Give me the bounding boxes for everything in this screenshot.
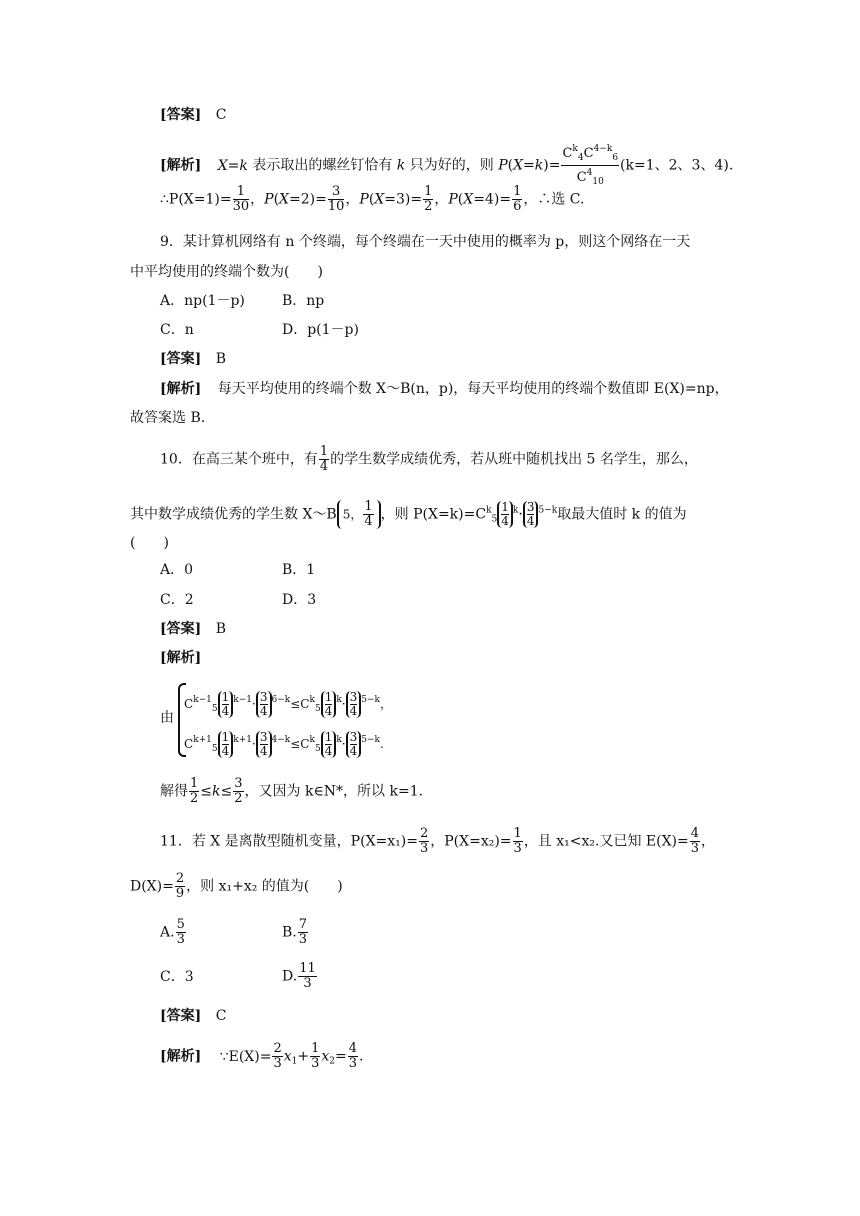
answer-value: B: [215, 351, 226, 367]
solve-a: 解得: [160, 783, 188, 800]
q10-answer-line: [160, 619, 226, 639]
stem-line2-b: ，则 P(X=k)=C: [380, 506, 487, 523]
q9-option-a: A．np(1－p): [160, 293, 245, 309]
q9-analysis-line1: [160, 379, 729, 399]
line2-prefix: ∴P(X=1)=: [160, 191, 232, 208]
q10-by: 由: [160, 710, 174, 726]
q11-stem-line2: D(X)= $\frac{2}{9}$ ，则 x₁+x₂ 的值为( ): [130, 871, 343, 901]
q10-option-b: B．1: [282, 562, 316, 578]
answer-value: B: [215, 621, 226, 637]
q9-analysis-line2: 故答案选 B.: [130, 410, 206, 426]
q10-solve-line: 解得 $\frac{1}{2}$ ≤k≤ $\frac{3}{2}$ ，又因为 k∈N*，所以 k=1.: [160, 776, 424, 806]
q8-analysis-line1: [解析] X=k 表示取出的螺丝钉恰有 k 只为好的，则 P(X=k)= $\frac{C^k_4C^{4-k}_6}{C^4_{10}}$ (k=1、2、3、4).: [160, 144, 734, 187]
q11-stem-line1: 11．若 X 是离散型随机变量，P(X=x₁)= $\frac{2}{3}$ ，P(X=x₂)= $\frac{1}{3}$ ，且 x₁<x₂.又已知 E(X)= $\frac{4}{3}$ ，: [160, 826, 716, 856]
q11-option-b: B. $\frac{7}{3}$: [282, 917, 308, 947]
q11-analysis-line: [解析] ∵E(X)= $\frac{2}{3}$ $x_1+$ $\frac{1}{3}$ $x_2=$ $\frac{4}{3}$ .: [160, 1041, 364, 1071]
q11-option-c: C．3: [160, 969, 194, 985]
analysis-tag: [解析]: [160, 381, 202, 397]
analysis-tag: [解析]: [160, 1048, 202, 1065]
stem-b: 的学生数学成绩优秀，若从班中随机找出 5 名学生，那么，: [330, 451, 698, 468]
analysis-tag: [解析]: [160, 650, 202, 666]
stem-c: ，且 x₁<x₂.又已知 E(X)=: [523, 833, 689, 850]
q11-option-a: A. $\frac{5}{3}$: [160, 917, 185, 947]
answer-tag: [答案]: [160, 351, 202, 367]
stem-a: 11．若 X 是离散型随机变量，P(X=x₁)=: [160, 833, 418, 850]
q9-option-c: C．n: [160, 322, 194, 338]
q10-analysis-tag: [160, 648, 201, 668]
k-range: (k=1、2、3、4).: [620, 157, 734, 174]
analysis-text2: 只为好的，则: [409, 157, 494, 174]
answer-tag: [答案]: [160, 1008, 202, 1024]
q9-stem-line1: 9．某计算机网络有 n 个终端，每个终端在一天中使用的概率为 p，则这个网络在一天: [160, 234, 691, 250]
solve-b: ，又因为 k∈N*，所以 k=1.: [244, 783, 424, 800]
q11-option-d: D. $\frac{11}{3}$: [282, 961, 316, 991]
stem-line2-a: D(X)=: [130, 878, 174, 895]
q9-option-d: D．p(1－p): [282, 322, 359, 338]
q10-stem-line2: 其中数学成绩优秀的学生数 X～B 5， $\frac{1}{4}$ ，则 $P(X=k)=C^k_5$ $\frac{1}{4}$ $^k$· $\frac{3}{4}$ $^{5-k}$取最大值时 k 的值为: [130, 499, 687, 529]
q11-answer-line: [160, 1006, 226, 1026]
q10-option-c: C．2: [160, 592, 194, 608]
q10-stem-line3: ( ): [130, 535, 169, 551]
q9-option-b: B．np: [282, 293, 325, 309]
analysis-text: 表示取出的螺丝钉恰有: [252, 157, 393, 174]
analysis-text: ∵E(X)=: [219, 1048, 272, 1065]
analysis-tag: [解析]: [160, 157, 202, 174]
q10-option-a: A．0: [160, 562, 194, 578]
stem-a: 10．在高三某个班中，有: [160, 451, 318, 468]
stem-line2-c: 取最大值时 k 的值为: [557, 506, 687, 523]
stem-line2-a: 其中数学成绩优秀的学生数 X～B: [130, 506, 337, 523]
system-inequality-1: $C^{k-1}_5$ $\frac{1}{4}$ $^{k-1}$· $\frac{3}{4}$ $^{6-k}\le C^k_5$ $\frac{1}{4}$ $^k$· $\frac{3}{4}$ $^{5-k}$，: [184, 690, 393, 718]
system-inequality-2: $C^{k+1}_5$ $\frac{1}{4}$ $^{k+1}$· $\frac{3}{4}$ $^{4-k}\le C^k_5$ $\frac{1}{4}$ $^k$· $\frac{3}{4}$ $^{5-k}$.: [184, 730, 384, 758]
q9-answer-line: [160, 349, 226, 369]
stem-b: ，P(X=x₂)=: [430, 833, 512, 850]
answer-tag: [答案]: [160, 621, 202, 637]
q8-analysis-line2: ∴P(X=1)= $\frac{1}{30}$ ，P(X=2)= $\frac{3}{10}$ ，P(X=3)= $\frac{1}{2}$ ，P(X=4)= $\frac{1}{6}$ ，∴选 C.: [160, 184, 585, 214]
analysis-text: 每天平均使用的终端个数 X～B(n，p)，每天平均使用的终端个数值即 E(X)=np，: [217, 381, 729, 397]
q10-option-d: D．3: [282, 592, 317, 608]
q8-answer-line: [160, 105, 226, 125]
answer-value: C: [215, 1008, 227, 1024]
q9-stem-line2: 中平均使用的终端个数为( ): [130, 264, 323, 280]
line2-suffix: ，∴选 C.: [523, 191, 585, 208]
stem-line2-b: ，则 x₁+x₂ 的值为( ): [186, 878, 343, 895]
answer-tag: [答案]: [160, 107, 202, 123]
q10-stem-line1: 10．在高三某个班中，有 $\frac{1}{4}$ 的学生数学成绩优秀，若从班中随机找出 5 名学生，那么，: [160, 444, 698, 474]
answer-value: C: [215, 107, 227, 123]
formula-fraction: $\frac{C^k_4C^{4-k}_6}{C^4_{10}}$: [562, 144, 619, 187]
